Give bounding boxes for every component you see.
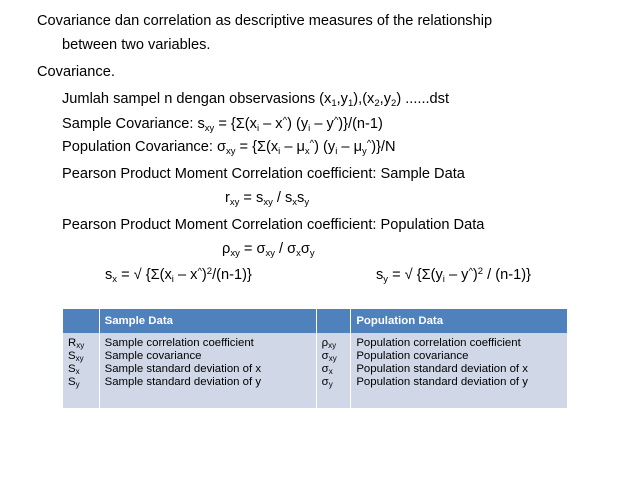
header-sample-symbol-cell bbox=[63, 309, 99, 333]
population-description: Population correlation coefficient bbox=[356, 337, 521, 349]
sample-symbol: $S_y$ bbox=[68, 376, 80, 389]
header-sample-data: Sample Data bbox=[99, 309, 316, 333]
sample-description: Sample covariance bbox=[104, 350, 202, 362]
sample-symbol: $S_x$ bbox=[68, 363, 80, 376]
intro-line-continued: between two variables. bbox=[62, 37, 211, 53]
table-row bbox=[63, 333, 568, 408]
notation-table bbox=[63, 309, 568, 408]
population-symbol: $\rho_{xy}$ bbox=[321, 337, 337, 350]
sample-observations-line: Jumlah sampel n dengan observasions $(x_1,y_1),(x_2,y_2)$ ......dst bbox=[62, 91, 450, 109]
sample-description: Sample standard deviation of x bbox=[104, 363, 262, 375]
pearson-sample-formula: $r_{xy} = s_{xy} / s_xs_y$ bbox=[225, 190, 310, 208]
sample-symbol: $S_{xy}$ bbox=[68, 350, 84, 363]
population-symbol: $\sigma_{xy}$ bbox=[321, 350, 337, 363]
pearson-population-title: Pearson Product Moment Correlation coefficient: Population Data bbox=[62, 217, 485, 233]
sample-symbols-cell bbox=[63, 333, 99, 408]
sample-covariance-formula: Sample Covariance: $s_{xy} = \{\Sigma(x_i - x^{\^{}})$ $(y_i - y^{\^{}})\}/(n-1)$ bbox=[62, 115, 383, 134]
header-population-symbol-cell bbox=[316, 309, 351, 333]
population-descriptions-cell bbox=[351, 333, 568, 408]
intro-line: Covariance dan correlation as descriptive measures of the relationship bbox=[37, 13, 493, 29]
pearson-sample-title: Pearson Product Moment Correlation coefficient: Sample Data bbox=[62, 166, 465, 182]
sx-formula: $s_x$ = √ $\{\Sigma(x_i - x^{\^{}})^2/(n-1)\}$ bbox=[105, 266, 252, 285]
sy-formula: $s_y$ = √ $\{\Sigma(y_i - y^{\^{}})^2 / (n-1)\}$ bbox=[376, 266, 531, 285]
sample-description: Sample correlation coefficient bbox=[104, 337, 254, 349]
population-symbol: $\sigma_x$ bbox=[321, 363, 333, 376]
population-description: Population covariance bbox=[356, 350, 469, 362]
pearson-population-formula: $\rho_{xy} = \sigma_{xy} / \sigma_x\sigma_y$ bbox=[222, 241, 315, 259]
table-header-row bbox=[63, 309, 568, 333]
sample-description: Sample standard deviation of y bbox=[104, 376, 262, 388]
header-population-data: Population Data bbox=[351, 309, 568, 333]
covariance-heading: Covariance. bbox=[37, 64, 115, 80]
population-covariance-formula: Population Covariance: $\sigma_{xy} = \{\Sigma(x_i - \mu_x^{\^{}})$ $(y_i - \mu_y^{\^{}})\}/N$ bbox=[62, 138, 396, 157]
population-symbols-cell bbox=[316, 333, 351, 408]
population-symbol: $\sigma_y$ bbox=[321, 376, 333, 389]
sample-symbol: $R_{xy}$ bbox=[68, 337, 85, 350]
population-description: Population standard deviation of x bbox=[356, 363, 528, 375]
population-description: Population standard deviation of y bbox=[356, 376, 528, 388]
sample-descriptions-cell bbox=[99, 333, 316, 408]
